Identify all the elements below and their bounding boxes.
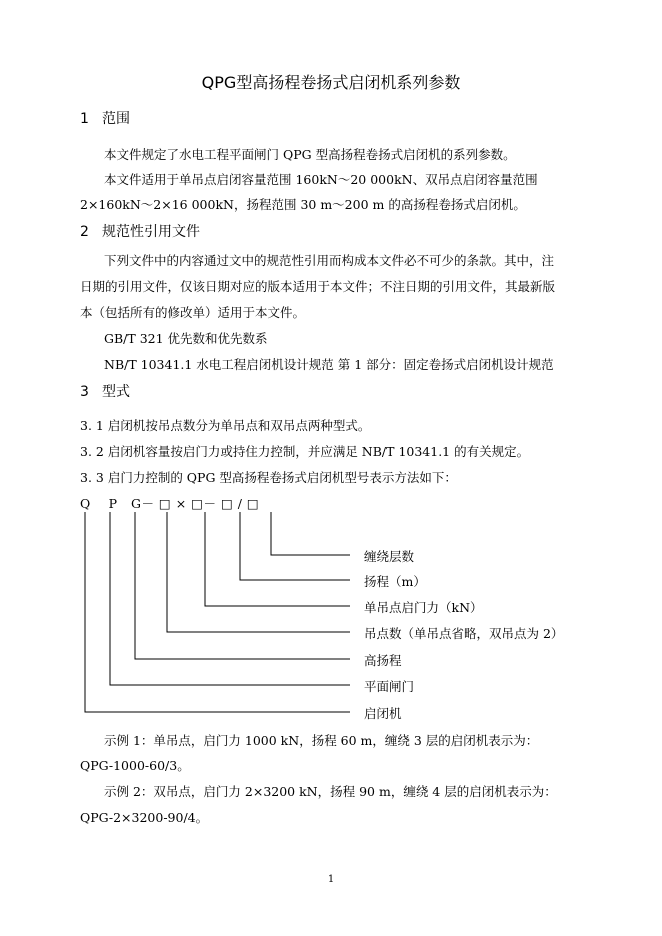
reference-item: GB/T 321 优先数和优先数系 xyxy=(104,331,268,346)
reference-item: NB/T 10341.1 水电工程启闭机设计规范 第 1 部分：固定卷扬式启闭机设计规范 xyxy=(104,357,554,372)
paragraph: 本（包括所有的修改单）适用于本文件。 xyxy=(80,305,306,320)
paragraph: 日期的引用文件，仅该日期对应的版本适用于本文件；不注日期的引用文件，其最新版 xyxy=(80,279,556,294)
section-title: 规范性引用文件 xyxy=(102,224,200,240)
page-title: QPG型高扬程卷扬式启闭机系列参数 xyxy=(201,73,461,92)
clause: 3. 1 启闭机按吊点数分为单吊点和双吊点两种型式。 xyxy=(80,418,371,433)
leader-line xyxy=(85,512,350,712)
paragraph: 2×160kN～2×16 000kN，扬程范围 30 m～200 m 的高扬程卷扬式启闭机。 xyxy=(80,197,526,212)
code-label: 启闭机 xyxy=(364,706,402,721)
leader-line xyxy=(271,512,350,555)
section-title: 型式 xyxy=(102,384,130,400)
example: 示例 1：单吊点，启门力 1000 kN，扬程 60 m，缠绕 3 层的启闭机表示为： xyxy=(104,733,539,748)
leader-line xyxy=(167,512,350,632)
leader-line xyxy=(205,512,350,606)
model-code-pattern: Q P G－ □ × □－ □ / □ xyxy=(80,496,260,511)
page-number: 1 xyxy=(327,874,335,885)
clause: 3. 2 启闭机容量按启门力或持住力控制，并应满足 NB/T 10341.1 的有关规定。 xyxy=(80,444,530,459)
section-number: 2 xyxy=(80,224,89,240)
code-label: 缠绕层数 xyxy=(364,549,415,564)
clause: 3. 3 启门力控制的 QPG 型高扬程卷扬式启闭机型号表示方法如下： xyxy=(80,470,457,485)
code-label: 单吊点启门力（kN） xyxy=(364,600,483,615)
section-title: 范围 xyxy=(102,111,130,127)
code-label: 扬程（m） xyxy=(364,574,426,589)
code-label: 平面闸门 xyxy=(364,679,415,694)
leader-line xyxy=(240,512,350,580)
example: 示例 2：双吊点，启门力 2×3200 kN，扬程 90 m，缠绕 4 层的启闭机表示为： xyxy=(104,784,557,799)
example-code: QPG-1000-60/3。 xyxy=(80,758,190,773)
code-label: 吊点数（单吊点省略，双吊点为 2） xyxy=(364,626,564,641)
code-label: 高扬程 xyxy=(364,653,402,668)
section-number: 1 xyxy=(80,111,89,127)
example-code: QPG-2×3200-90/4。 xyxy=(80,810,209,825)
paragraph: 本文件适用于单吊点启闭容量范围 160kN～20 000kN、双吊点启闭容量范围 xyxy=(104,172,538,187)
paragraph: 下列文件中的内容通过文中的规范性引用而构成本文件必不可少的条款。其中，注 xyxy=(104,253,555,268)
paragraph: 本文件规定了水电工程平面闸门 QPG 型高扬程卷扬式启闭机的系列参数。 xyxy=(104,147,516,162)
section-number: 3 xyxy=(80,384,89,400)
